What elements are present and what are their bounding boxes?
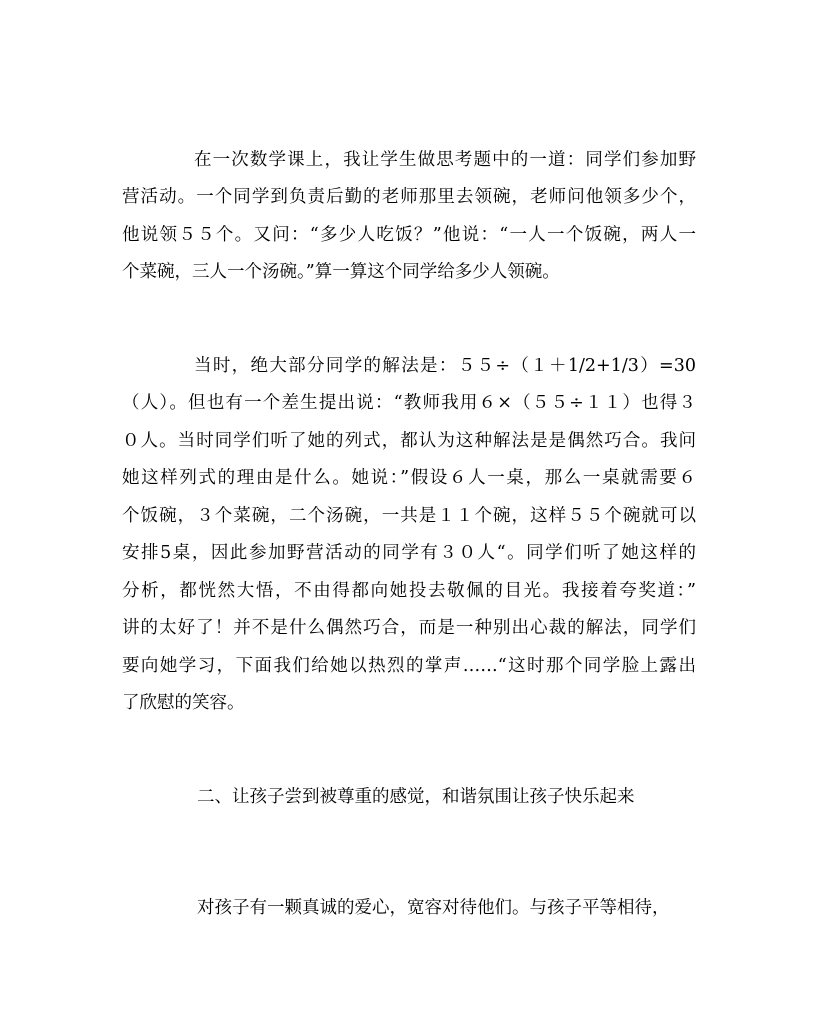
paragraph-2-line-10: 了欣慰的笑容。 (122, 693, 245, 713)
paragraph-2-line-4: 她这样列式的理由是什么。她说：”假设６人一桌，那么一桌就需要６ (122, 468, 696, 488)
paragraph-1-line-3: 他说领５５个。又问：“多少人吃饭？”他说：“一人一个饭碗，两人一 (122, 225, 696, 245)
paragraph-2-line-6: 安排5桌，因此参加野营活动的同学有３０人“。同学们听了她这样的 (122, 543, 696, 563)
paragraph-2-line-3: ０人。当时同学们听了她的列式，都认为这种解法是是偶然巧合。我问 (122, 431, 696, 451)
paragraph-2-line-5: 个饭碗，３个菜碗，二个汤碗，一共是１１个碗，这样５５个碗就可以 (122, 506, 696, 526)
section-heading: 二、让孩子尝到被尊重的感觉，和谐氛围让孩子快乐起来 (197, 787, 635, 807)
paragraph-2-line-7: 分析，都恍然大悟，不由得都向她投去敬佩的目光。我接着夸奖道：” (122, 581, 696, 601)
paragraph-2-line-8: 讲的太好了！并不是什么偶然巧合，而是一种别出心裁的解法，同学们 (122, 618, 696, 638)
paragraph-2-line-9: 要向她学习，下面我们给她以热烈的掌声……“这时那个同学脸上露出 (122, 656, 696, 676)
paragraph-3-line-1: 对孩子有一颗真诚的爱心，宽容对待他们。与孩子平等相待， (197, 898, 670, 918)
paragraph-2-line-1: 当时，绝大部分同学的解法是：５５÷（１＋1/2+1/3）=30 (194, 356, 696, 376)
paragraph-2-line-2: （人）。但也有一个差生提出说：“教师我用６×（５５÷１１）也得３ (122, 393, 696, 413)
paragraph-1-line-2: 营活动。一个同学到负责后勤的老师那里去领碗，老师问他领多少个， (122, 187, 696, 207)
paragraph-1-line-1: 在一次数学课上，我让学生做思考题中的一道：同学们参加野 (194, 150, 696, 170)
paragraph-1-line-4: 个菜碗，三人一个汤碗。”算一算这个同学给多少人领碗。 (122, 262, 560, 282)
